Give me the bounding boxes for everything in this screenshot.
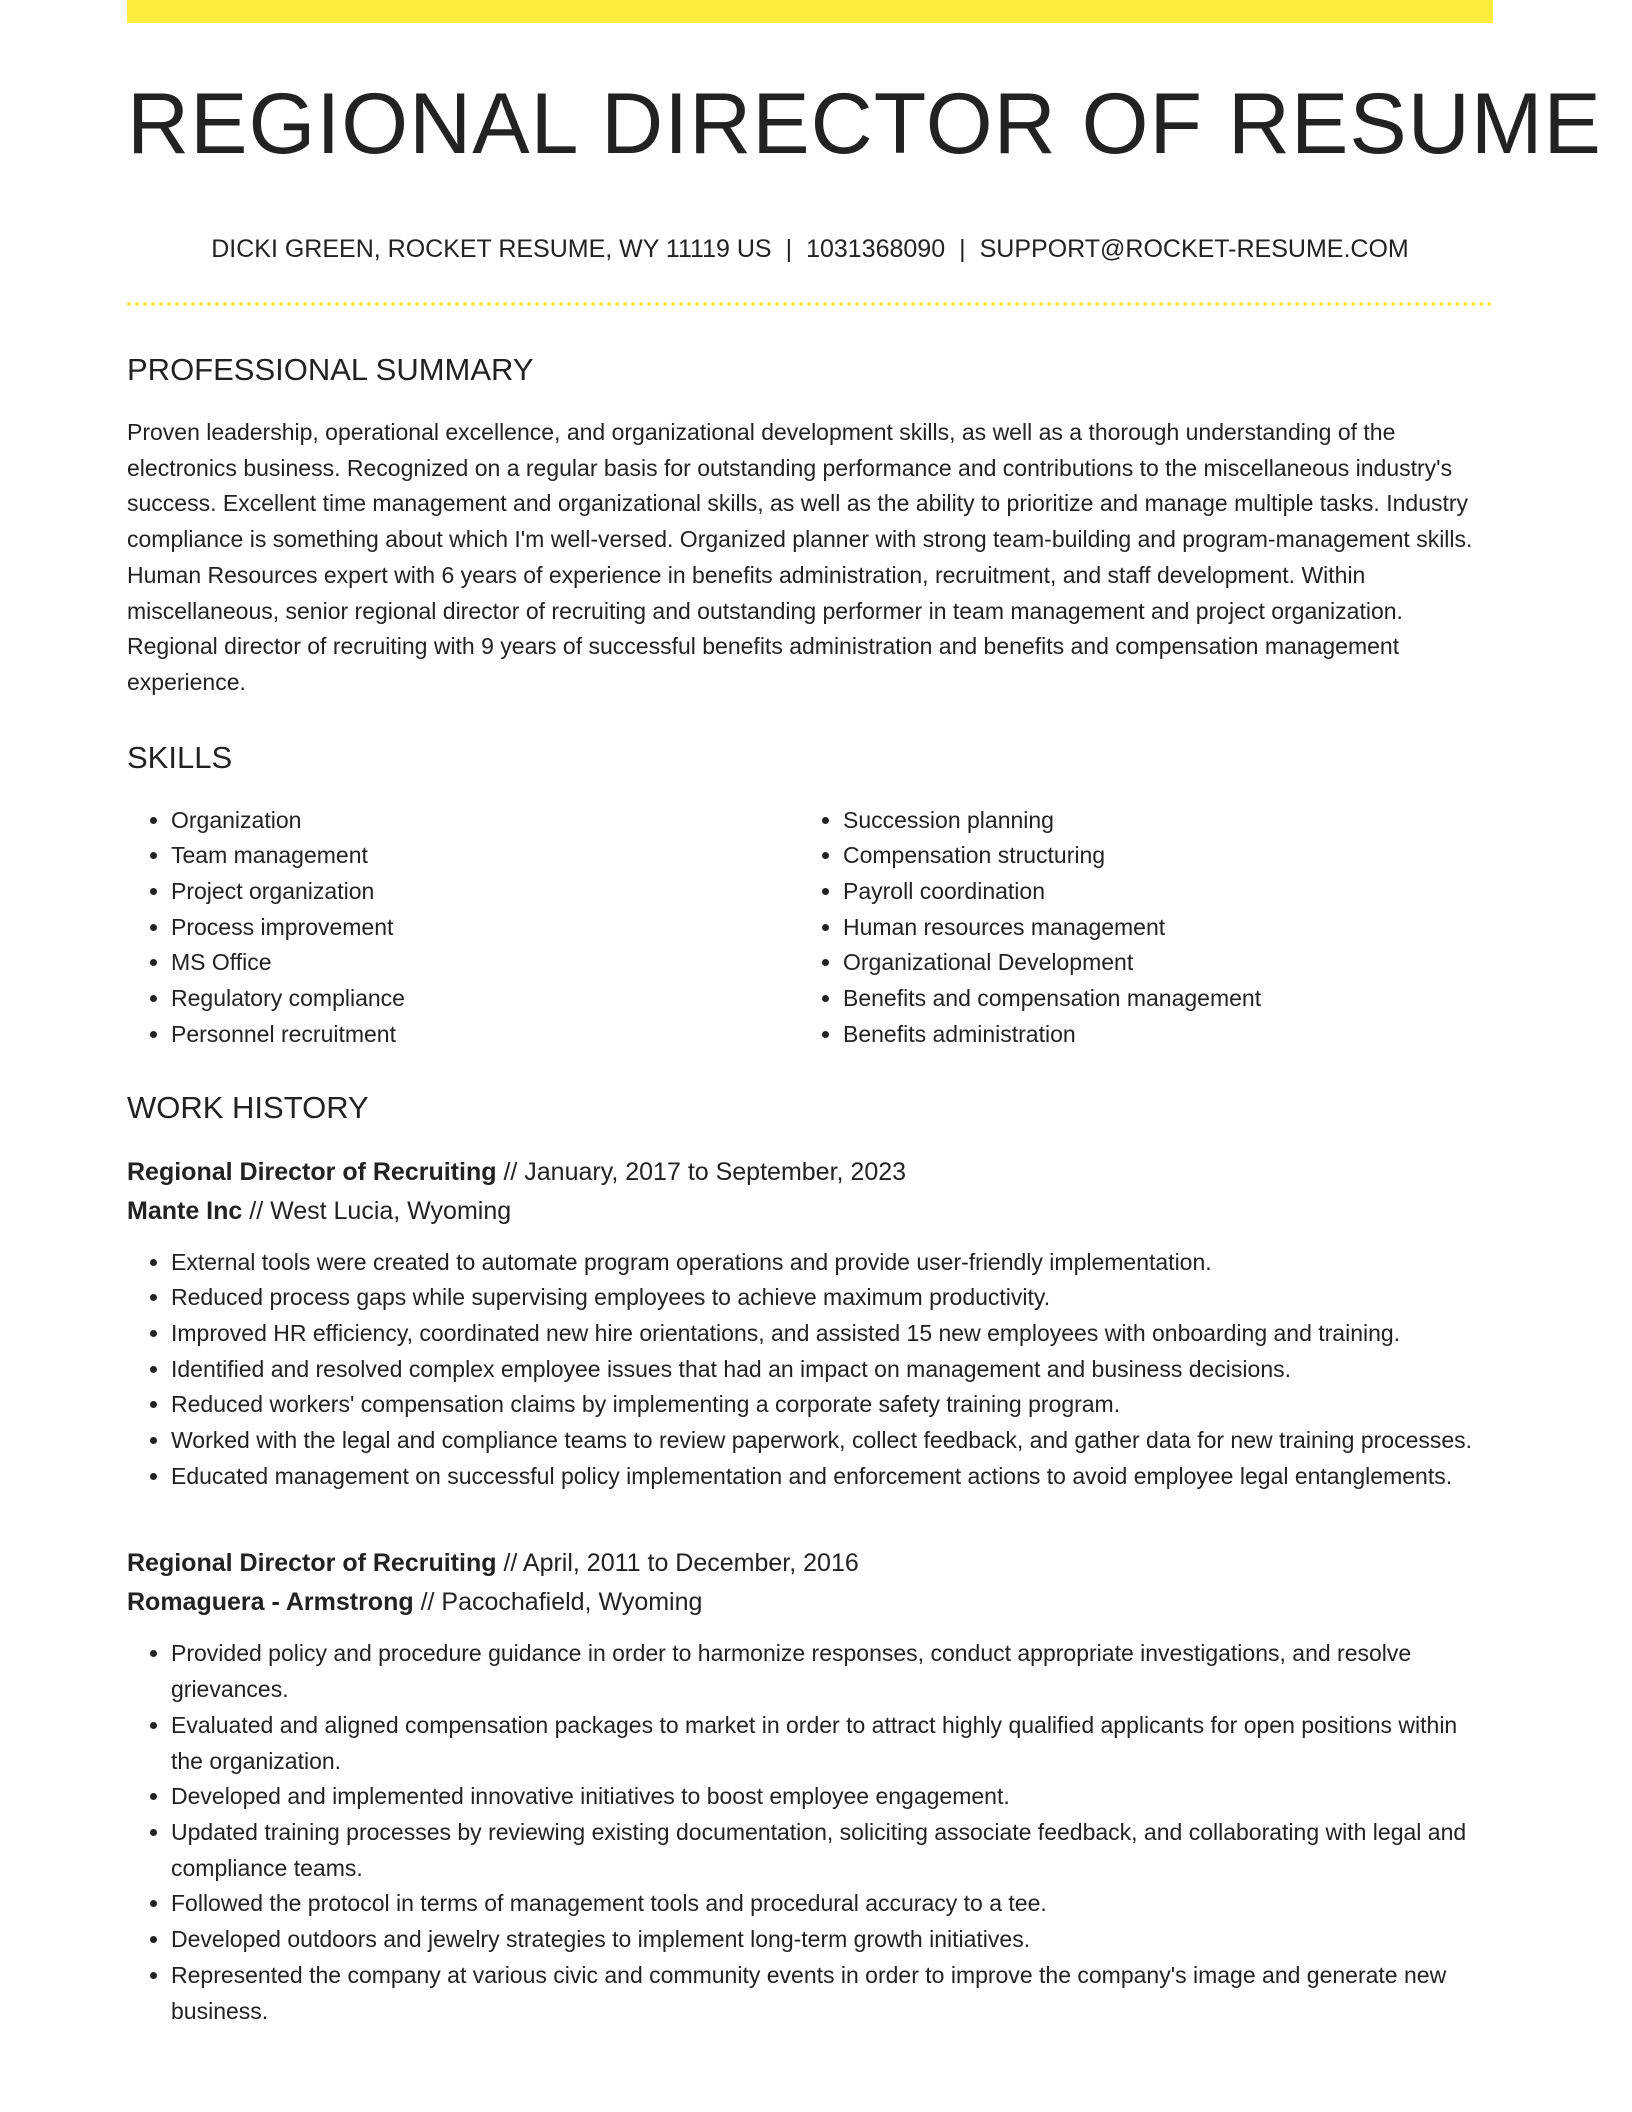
job-bullet: • Improved HR efficiency, coordinated new hire orientations, and assisted 15 new employees with onboarding and training.: [171, 1316, 1493, 1352]
job-bullet: • Evaluated and aligned compensation packages to market in order to attract highly qualified applicants for open positions within the organization.: [171, 1708, 1493, 1779]
skill-item: • Process improvement: [171, 910, 799, 946]
job-bullet: • Updated training processes by reviewing existing documentation, soliciting associate feedback, and collaborating with legal and compliance teams.: [171, 1815, 1493, 1886]
job-location: // Pacochafield, Wyoming: [420, 1588, 703, 1617]
job-bullet: • Followed the protocol in terms of management tools and procedural accuracy to a tee.: [171, 1886, 1493, 1922]
job-company: Romaguera - Armstrong: [127, 1588, 414, 1617]
skill-item: • Regulatory compliance: [171, 981, 799, 1017]
job-bullet: • Provided policy and procedure guidance in order to harmonize responses, conduct appropriate investigations, and resolve grievances.: [171, 1636, 1493, 1707]
job-title-line: [127, 1153, 1493, 1192]
section-divider: [127, 302, 1493, 306]
skills-heading: SKILLS: [127, 739, 233, 775]
job-company-line: [127, 1192, 1493, 1231]
skill-item: • Project organization: [171, 874, 799, 910]
job-bullet: • Reduced workers' compensation claims by implementing a corporate safety training program.: [171, 1387, 1493, 1423]
skill-item: • Organizational Development: [843, 945, 1471, 981]
job-bullet: • Identified and resolved complex employee issues that had an impact on management and business decisions.: [171, 1352, 1493, 1388]
job-bullet: • Represented the company at various civic and community events in order to improve the company's image and generate new business.: [171, 1958, 1493, 2029]
job-title-line: [127, 1544, 1493, 1583]
job-entry: [127, 1153, 1493, 1495]
skills-left-column: [127, 803, 799, 1053]
skill-item: • Personnel recruitment: [171, 1017, 799, 1053]
summary-heading: PROFESSIONAL SUMMARY: [127, 352, 534, 387]
skills-grid: [127, 803, 1493, 1053]
job-bullet: • External tools were created to automate program operations and provide user-friendly implementation.: [171, 1245, 1493, 1281]
job-bullet: • Developed and implemented innovative initiatives to boost employee engagement.: [171, 1779, 1493, 1815]
job-title: Regional Director of Recruiting: [127, 1157, 497, 1186]
job-bullet: • Reduced process gaps while supervising employees to achieve maximum productivity.: [171, 1280, 1493, 1316]
skill-item: • Payroll coordination: [843, 874, 1471, 910]
job-dates: // April, 2011 to December, 2016: [503, 1549, 859, 1578]
job-company: Mante Inc: [127, 1196, 243, 1225]
job-bullets: [127, 1245, 1493, 1495]
skill-item: • MS Office: [171, 945, 799, 981]
job-bullet: • Worked with the legal and compliance teams to review paperwork, collect feedback, and gather data for new training processes.: [171, 1423, 1493, 1459]
contact-email: SUPPORT@ROCKET-RESUME.COM: [979, 235, 1409, 263]
job-company-line: [127, 1583, 1493, 1622]
contact-address: DICKI GREEN, ROCKET RESUME, WY 11119 US: [211, 235, 772, 263]
skill-item: • Human resources management: [843, 910, 1471, 946]
skill-item: • Benefits administration: [843, 1017, 1471, 1053]
job-dates: // January, 2017 to September, 2023: [503, 1157, 907, 1186]
skill-item: • Team management: [171, 838, 799, 874]
contact-info: [127, 235, 1493, 264]
job-title: Regional Director of Recruiting: [127, 1549, 497, 1578]
job-location: // West Lucia, Wyoming: [249, 1196, 512, 1225]
resume-content: [127, 0, 1602, 2029]
contact-phone: 1031368090: [806, 235, 946, 263]
accent-top-bar: [127, 0, 1493, 23]
skill-item: • Compensation structuring: [843, 838, 1471, 874]
contact-separator: |: [959, 235, 966, 263]
job-entry: [127, 1544, 1493, 2029]
summary-text: Proven leadership, operational excellence, and organizational development skills, as well as a thorough understanding of the electronics business. Recognized on a regular basis for outstanding performance and contributions to the miscellaneous industry's success. Excellent time management and organizational skills, as well as the ability to prioritize and manage multiple tasks. Industry compliance is something about which I'm well-versed. Organized planner with strong team-building and program-management skills. Human Resources expert with 6 years of experience in benefits administration, recruitment, and staff development. Within miscellaneous, senior regional director of recruiting and outstanding performer in team management and project organization. Regional director of recruiting with 9 years of successful benefits administration and benefits and compensation management experience.: [127, 419, 1473, 695]
job-bullet: • Developed outdoors and jewelry strategies to implement long-term growth initiatives.: [171, 1922, 1493, 1958]
work-history-heading: WORK HISTORY: [127, 1089, 369, 1125]
skill-item: • Organization: [171, 803, 799, 839]
skill-item: • Benefits and compensation management: [843, 981, 1471, 1017]
skills-right-column: [799, 803, 1471, 1053]
job-bullets: [127, 1636, 1493, 2029]
contact-separator: |: [785, 235, 793, 263]
skill-item: • Succession planning: [843, 803, 1471, 839]
job-bullet: • Educated management on successful policy implementation and enforcement actions to avoid employee legal entanglements.: [171, 1459, 1493, 1495]
resume-title: REGIONAL DIRECTOR OF RESUME: [127, 76, 1602, 172]
